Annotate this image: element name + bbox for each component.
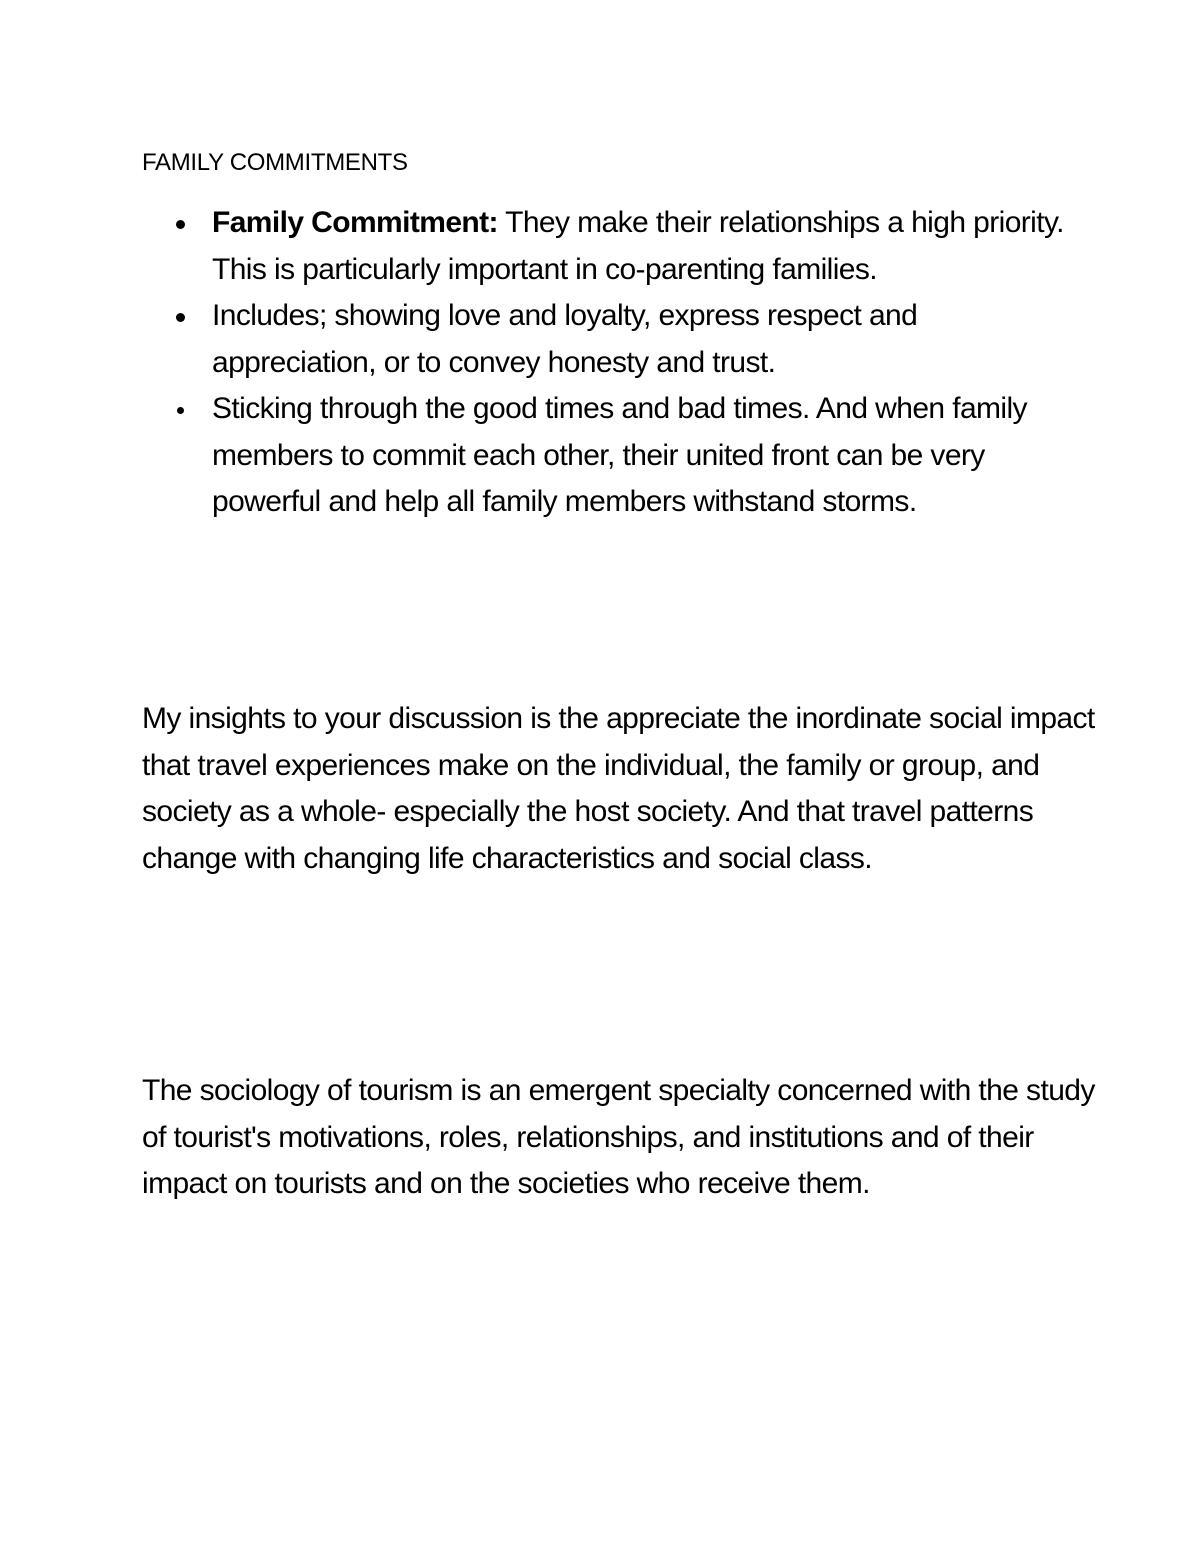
bullet-dot-icon	[176, 313, 185, 322]
bullet-item-sticking-through	[212, 386, 1072, 526]
bullet-item-family-commitment	[212, 200, 1072, 293]
document-heading: FAMILY COMMITMENTS	[142, 149, 408, 176]
bullet-label: Family Commitment:	[212, 206, 498, 239]
bullet-text: They make their relationships a high priority. This is particularly important in co-parenting families.	[212, 206, 1064, 286]
bullet-text: Sticking through the good times and bad times. And when family members to commit each other, their united front can be very powerful and help all family members withstand storms.	[212, 392, 1027, 518]
insights-paragraph: My insights to your discussion is the appreciate the inordinate social impact that travel experiences make on the individual, the family or group, and society as a whole- especially the host society. And that travel patterns change with changing life characteristics and social class.	[142, 702, 1095, 875]
commitment-bullet-list	[212, 200, 1072, 526]
sociology-paragraph: The sociology of tourism is an emergent specialty concerned with the study of tourist's motivations, roles, relationships, and institutions and of their impact on tourists and on the societies who receive them.	[142, 1074, 1095, 1200]
bullet-dot-icon	[176, 220, 185, 229]
bullet-text: Includes; showing love and loyalty, express respect and appreciation, or to convey honesty and trust.	[212, 299, 918, 379]
bullet-item-includes	[212, 293, 1072, 386]
bullet-dot-icon	[177, 407, 184, 414]
